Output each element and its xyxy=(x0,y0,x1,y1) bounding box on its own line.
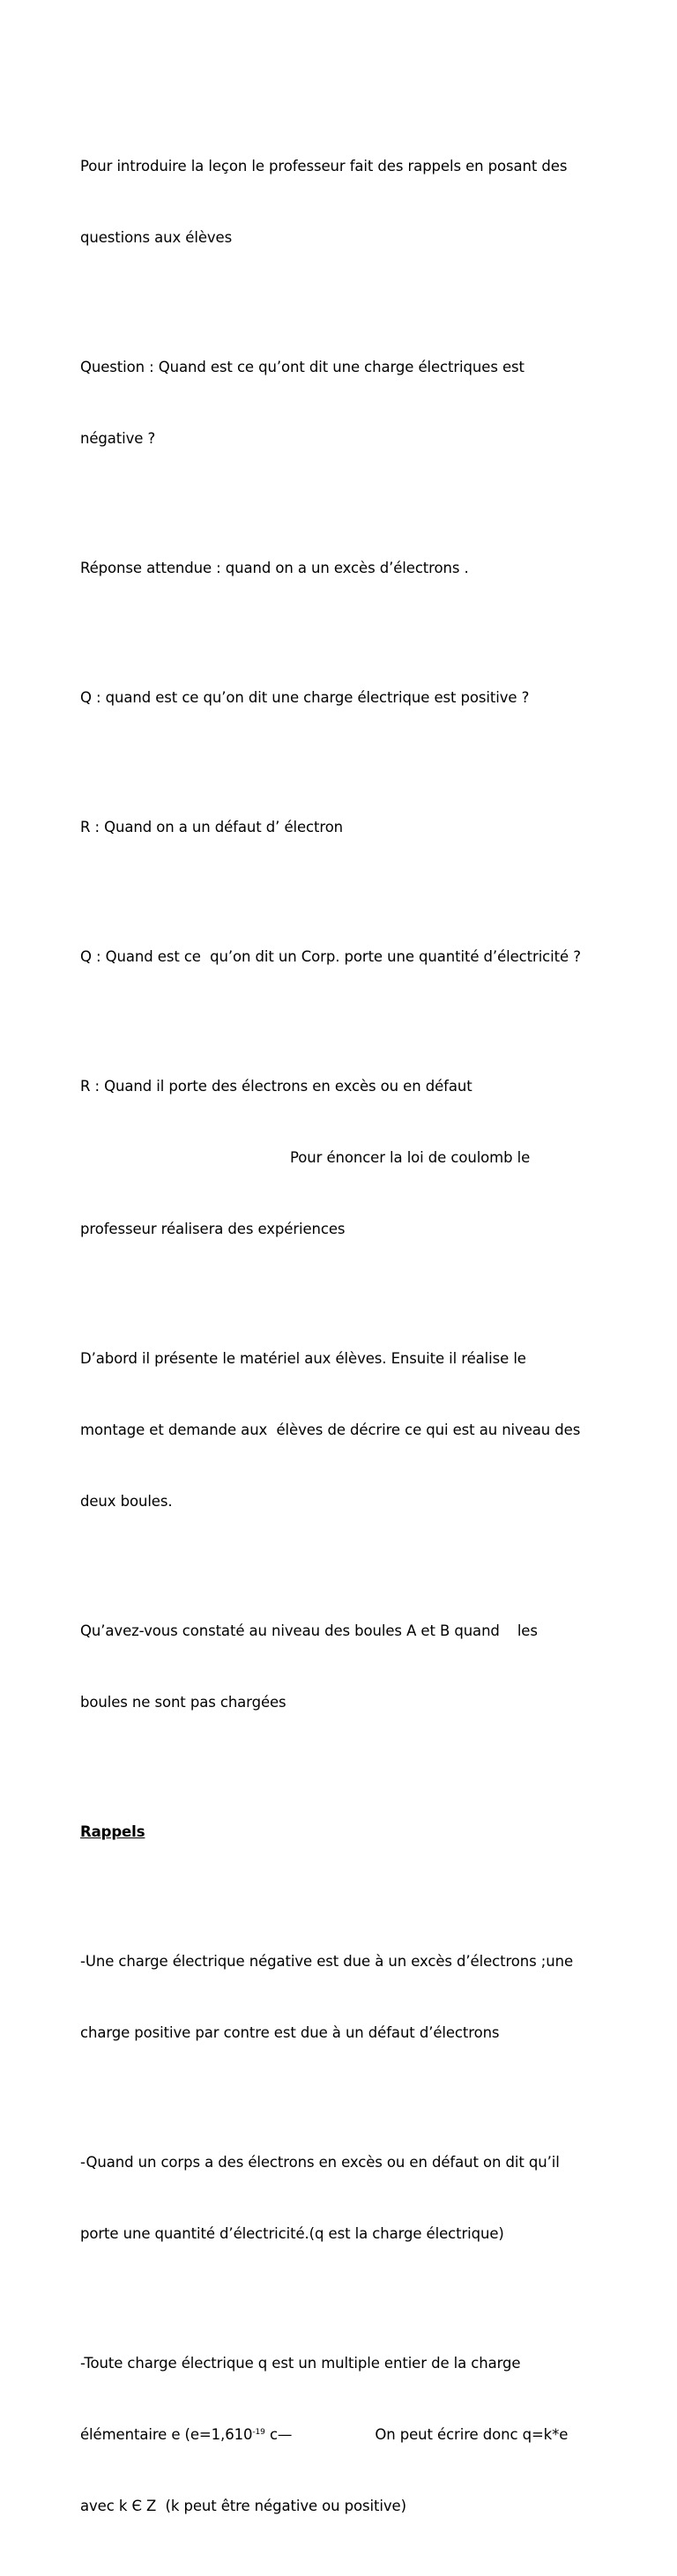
text-segment: Qu’avez-vous constaté au niveau des boules A et B quand xyxy=(80,1622,500,1639)
text-line: -Une charge électrique négative est due à un excès d’électrons ;une xyxy=(80,1953,574,1970)
paragraph-answer-positive xyxy=(80,768,600,887)
exponent: -19 xyxy=(252,2428,265,2437)
text-segment: c— xyxy=(264,2426,293,2443)
text-line: professeur réalisera des expériences xyxy=(80,1221,346,1237)
paragraph-question-positive xyxy=(80,638,600,757)
text-line: Pour introduire la leçon le professeur fait des rappels en posant des xyxy=(80,158,568,174)
section-heading-rappels xyxy=(80,1772,600,1891)
paragraph-materials xyxy=(80,1299,600,1561)
paragraph-recall-elementary xyxy=(80,2304,600,2565)
text-line: charge positive par contre est due à un défaut d’électrons xyxy=(80,2024,500,2041)
text-line: -Toute charge électrique q est un multiple entier de la charge xyxy=(80,2355,521,2372)
text-line: négative ? xyxy=(80,430,156,447)
text-line: porte une quantité d’électricité.(q est la charge électrique) xyxy=(80,2225,504,2242)
paragraph-intro xyxy=(80,107,600,297)
paragraph-answer-quantity xyxy=(80,1027,600,1288)
text-line: deux boules. xyxy=(80,1493,173,1510)
paragraph-expected-answer xyxy=(80,509,600,627)
text-line: boules ne sont pas chargées xyxy=(80,1694,286,1711)
text-line xyxy=(80,1619,600,1643)
text-line: Réponse attendue : quand on a un excès d’électrons . xyxy=(80,560,469,576)
text-line: R : Quand il porte des électrons en excès ou en défaut xyxy=(80,1078,472,1095)
text-line: Question : Quand est ce qu’ont dit une charge électriques est xyxy=(80,359,524,375)
text-line: Q : quand est ce qu’on dit une charge électrique est positive ? xyxy=(80,689,530,706)
document-body xyxy=(80,107,600,2576)
text-line: montage et demande aux élèves de décrire ce qui est au niveau des xyxy=(80,1422,581,1438)
text-line: D’abord il présente le matériel aux élèves. Ensuite il réalise le xyxy=(80,1350,526,1367)
paragraph-question-negative xyxy=(80,308,600,498)
text-segment: élémentaire e (e=1,610 xyxy=(80,2426,253,2443)
text-segment: les xyxy=(517,1622,538,1639)
text-line: avec k Є Z (k peut être négative ou positive) xyxy=(80,2498,406,2514)
text-line: -Quand un corps a des électrons en excès ou en défaut on dit qu’il xyxy=(80,2154,560,2171)
text-line-indented xyxy=(80,1146,600,1169)
text-line xyxy=(80,2423,600,2446)
text-segment: Pour énoncer la loi de coulomb le xyxy=(290,1149,531,1166)
text-line: Q : Quand est ce qu’on dit un Corp. porte une quantité d’électricité ? xyxy=(80,948,581,965)
text-segment: On peut écrire donc q=k*e xyxy=(375,2426,569,2443)
text-line: questions aux élèves xyxy=(80,229,233,246)
paragraph-recall-charges xyxy=(80,1902,600,2092)
heading-text: Rappels xyxy=(80,1823,145,1840)
paragraph-question-quantity xyxy=(80,897,600,1016)
text-line: R : Quand on a un défaut d’ électron xyxy=(80,819,344,835)
paragraph-observation xyxy=(80,1571,600,1762)
paragraph-recall-quantity xyxy=(80,2103,600,2293)
